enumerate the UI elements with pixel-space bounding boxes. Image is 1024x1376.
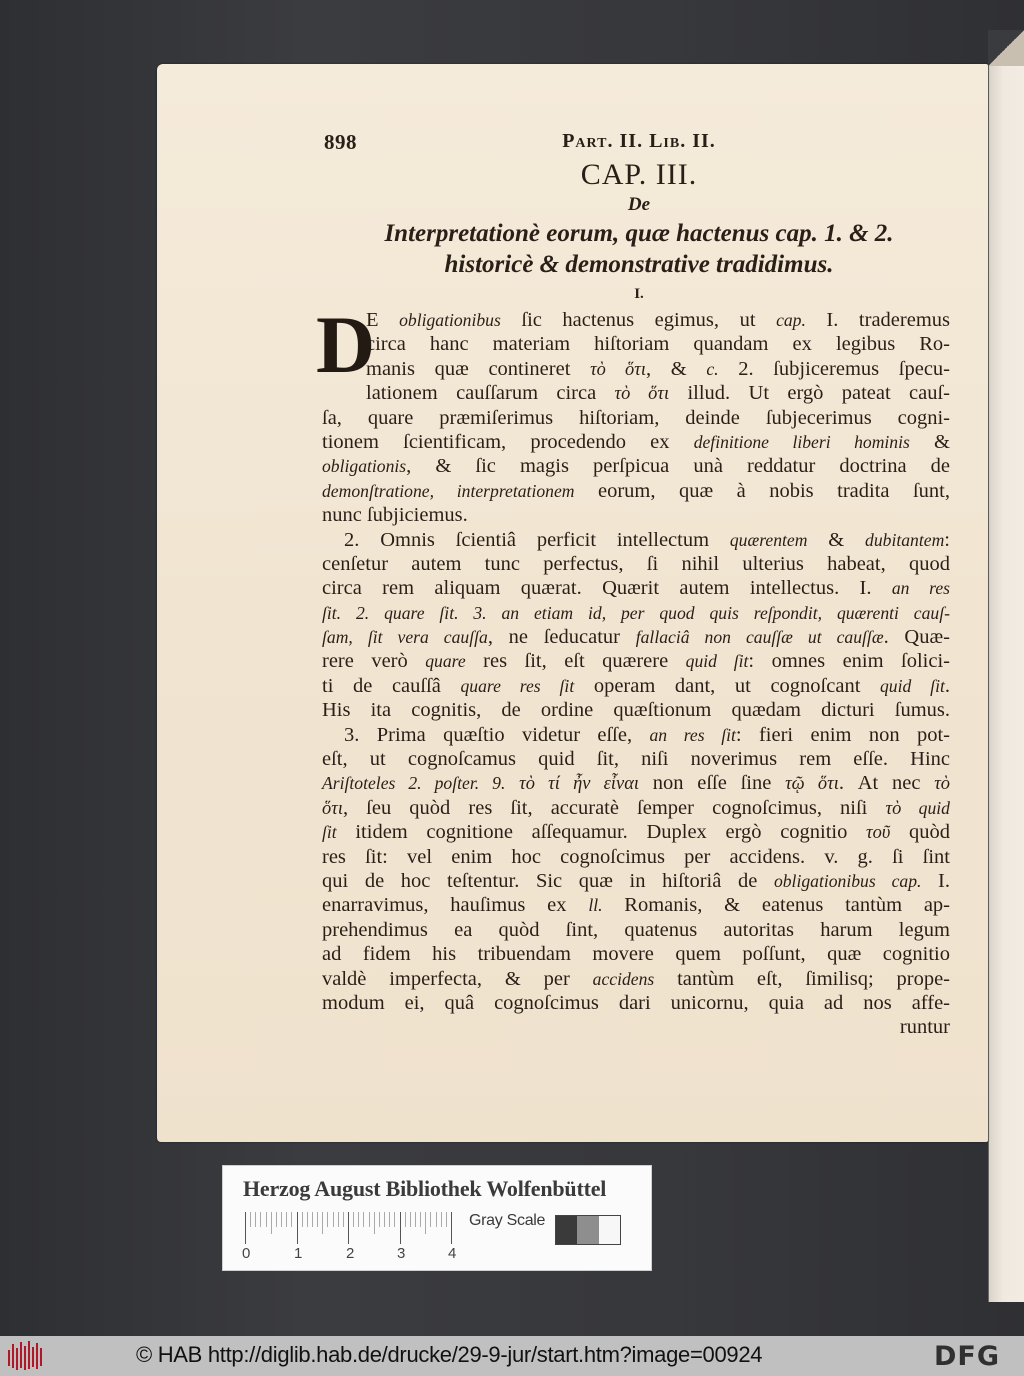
italic-text: accidens xyxy=(592,968,655,989)
ruler-tick xyxy=(250,1212,251,1227)
text-line xyxy=(322,576,950,600)
roman-text: operam dant, ut cognoſcant xyxy=(574,674,880,697)
roman-text: , ſeu quòd res ſit, accuratè ſemper cognoſcimus, niſi xyxy=(342,796,886,819)
ruler-tick xyxy=(286,1212,287,1227)
greek-text: ὅτι xyxy=(322,797,343,818)
italic-text: demonſtratione, interpretationem xyxy=(322,480,575,501)
text-line xyxy=(322,503,950,527)
roman-text: E xyxy=(366,309,400,331)
ruler-tick xyxy=(389,1212,390,1227)
roman-text: ad fidem his tribuendam movere quem poſſunt, quæ cognitio xyxy=(322,943,950,966)
ruler-tick xyxy=(312,1212,313,1227)
roman-text: , & xyxy=(645,357,707,380)
roman-text: : xyxy=(944,528,950,551)
roman-text: I. xyxy=(921,869,950,892)
italic-text: obligationis xyxy=(322,456,407,477)
ruler-tick xyxy=(338,1212,339,1227)
ruler-tick xyxy=(327,1212,328,1227)
text-line xyxy=(322,845,950,869)
ruler-tick xyxy=(410,1212,411,1227)
ruler-tick xyxy=(420,1212,421,1227)
section-number: I. xyxy=(634,286,644,302)
text-line xyxy=(322,332,950,356)
italic-text: fallaciâ non cauſſæ ut cauſſæ xyxy=(635,627,884,648)
roman-text: non eſſe ſine xyxy=(639,772,786,795)
text-line xyxy=(322,698,950,722)
text-line xyxy=(322,601,950,625)
roman-text: cenſetur autem tunc perfectus, ſi nihil ulterius habeat, quod xyxy=(322,552,950,575)
roman-text: res ſit, eſt quærere xyxy=(465,650,686,673)
ruler-tick xyxy=(271,1212,272,1234)
drop-cap: D xyxy=(316,299,376,390)
roman-text: . At nec xyxy=(838,772,935,795)
italic-text: c. xyxy=(706,358,719,379)
italic-text: ll. xyxy=(588,895,603,916)
roman-text: : omnes enim ſolici- xyxy=(748,650,950,673)
greek-text: τοῦ xyxy=(866,822,891,843)
roman-text: circa hanc materiam hiſtoriam quandam ex legibus Ro- xyxy=(366,333,950,356)
roman-text: ti de cauſſâ xyxy=(322,674,461,697)
greek-text: τὸ xyxy=(934,773,951,794)
facing-page-corner xyxy=(988,30,1024,66)
chapter-subtitle-de: De xyxy=(627,194,651,215)
ruler-tick xyxy=(281,1212,282,1227)
ruler-tick xyxy=(276,1212,277,1227)
roman-text: ſa, quare præmiſerimus hiſtoriam, deinde ſubjecerimus cogni- xyxy=(322,406,950,429)
roman-text: res ſit: vel enim hoc cognoſcimus per accidens. v. g. ſi ſint xyxy=(322,845,950,868)
ruler-tick xyxy=(415,1212,416,1227)
ruler-tick xyxy=(266,1212,267,1227)
ruler-tick xyxy=(374,1212,375,1234)
italic-text: quid xyxy=(901,797,950,818)
text-line xyxy=(322,893,950,917)
roman-text: 2. ſubjiceremus ſpecu- xyxy=(718,357,950,380)
roman-text: ſic hactenus egimus, ut xyxy=(500,309,777,331)
chapter-subtitle xyxy=(324,218,954,280)
ruler-tick xyxy=(394,1212,395,1227)
ruler-label: 1 xyxy=(294,1245,303,1262)
ruler-tick xyxy=(353,1212,354,1227)
italic-text: quare xyxy=(425,651,466,672)
ruler-label: 3 xyxy=(397,1245,406,1262)
text-line xyxy=(322,796,950,820)
text-line xyxy=(322,528,950,552)
ruler-tick xyxy=(260,1212,261,1227)
ruler-tick xyxy=(369,1212,370,1227)
text-line xyxy=(322,967,950,991)
text-line xyxy=(322,869,950,893)
text-line xyxy=(322,430,950,454)
italic-text: ſit xyxy=(322,822,337,843)
roman-text: illud. Ut ergò pateat cauſ- xyxy=(669,382,950,405)
italic-text: quid ſit xyxy=(685,651,749,672)
roman-text: runtur xyxy=(899,1016,950,1039)
text-line xyxy=(322,454,950,478)
roman-text: circa rem aliquam quærat. Quærit autem intellectus. I. xyxy=(322,577,892,600)
ruler-tick xyxy=(384,1212,385,1227)
ruler-label: 4 xyxy=(448,1245,457,1262)
text-line xyxy=(322,674,950,698)
roman-text: tantùm eſt, ſimilisq; prope- xyxy=(654,967,951,990)
italic-text: Ariſtoteles 2. poſter. 9. xyxy=(322,773,506,794)
ruler-tick xyxy=(255,1212,256,1227)
roman-text: & xyxy=(807,528,866,551)
ruler-tick xyxy=(348,1212,349,1244)
roman-text: : fieri enim non pot- xyxy=(735,723,950,746)
roman-text: eſt, ut cognoſcamus quid ſit, niſi noverimus rem eſſe. Hinc xyxy=(322,748,950,771)
roman-text: qui de hoc teſtentur. Sic quæ in hiſtoriâ de xyxy=(322,869,774,892)
ruler-tick xyxy=(343,1212,344,1227)
italic-text: ſit. 2. quare ſit. 3. an etiam id, per quod quis reſpondit, quærenti cauſ- xyxy=(322,602,950,623)
subtitle-line: Interpretationè eorum, quæ hactenus cap. 1. & 2. xyxy=(384,220,894,247)
ruler-tick xyxy=(307,1212,308,1227)
greek-text: τὸ ὅτι xyxy=(614,383,670,404)
roman-text: itidem cognitione aſſequamur. Duplex ergò cognitio xyxy=(336,821,867,844)
ruler-tick xyxy=(400,1212,401,1244)
greek-text: τὸ τί ἦν εἶναι xyxy=(519,773,640,794)
copyright-link[interactable]: © HAB http://diglib.hab.de/drucke/29-9-jur/start.htm?image=00924 xyxy=(136,1342,763,1367)
chapter-heading: CAP. III. xyxy=(580,158,698,191)
italic-text: an res xyxy=(891,578,950,599)
part-lib-heading: Part. II. Lib. II. xyxy=(562,130,716,152)
italic-text: cap. xyxy=(776,310,806,330)
ruler-tick xyxy=(302,1212,303,1227)
text-line xyxy=(322,479,950,503)
italic-text: an res ſit xyxy=(649,724,736,745)
ruler-tick xyxy=(446,1212,447,1227)
ruler-tick xyxy=(379,1212,380,1227)
body-text xyxy=(316,299,951,1040)
italic-text: dubitantem xyxy=(865,529,945,550)
text-line xyxy=(322,820,950,844)
roman-text: Romanis, & eatenus tantùm ap- xyxy=(602,894,950,917)
roman-text: rere verò xyxy=(322,650,426,673)
text-line xyxy=(322,649,950,673)
roman-text: His ita cognitis, de ordine quæſtionum quædam dicturi ſumus. xyxy=(322,699,950,722)
ruler-tick xyxy=(358,1212,359,1227)
page-number: 898 xyxy=(324,130,357,154)
italic-text: quærentem xyxy=(729,529,808,550)
subtitle-line: historicè & demonstrative tradidimus. xyxy=(444,251,834,278)
ruler-tick xyxy=(291,1212,292,1227)
roman-text: modum ei, quâ cognoſcimus dari unicornu, quia ad nos affe- xyxy=(322,991,950,1014)
ruler-tick xyxy=(363,1212,364,1227)
text-line xyxy=(322,308,950,332)
roman-text: manis quæ contineret xyxy=(366,357,591,380)
text-line xyxy=(322,942,950,966)
roman-text: quòd xyxy=(890,821,950,844)
gray-swatch xyxy=(556,1216,577,1244)
gray-scale-swatches xyxy=(555,1215,621,1245)
text-line xyxy=(322,771,950,795)
ruler-tick xyxy=(317,1212,318,1227)
text-line xyxy=(322,918,950,942)
text-line xyxy=(322,406,950,430)
italic-text: quid ſit xyxy=(880,675,945,696)
hab-logo-icon[interactable] xyxy=(6,1340,46,1372)
ruler-tick xyxy=(245,1212,246,1244)
roman-text: 2. Omnis ſcientiâ perficit intellectum xyxy=(344,528,730,551)
hab-card-title: Herzog August Bibliothek Wolfenbüttel xyxy=(243,1176,607,1201)
roman-text: valdè imperfecta, & per xyxy=(322,967,593,990)
text-line xyxy=(322,991,950,1015)
dfg-logo[interactable]: DFG xyxy=(934,1341,1001,1372)
ruler-tick xyxy=(333,1212,334,1227)
gray-swatch xyxy=(577,1216,598,1244)
hab-color-card xyxy=(222,1165,652,1271)
italic-text: ſam, ſit vera cauſſa xyxy=(322,627,488,648)
text-line xyxy=(322,1015,950,1039)
italic-text: obligationibus cap. xyxy=(773,870,922,891)
text-line xyxy=(322,625,950,649)
ruler-tick xyxy=(405,1212,406,1227)
ruler-tick xyxy=(451,1212,452,1244)
facing-page-edge xyxy=(988,66,1024,1302)
italic-text: quare res ſit xyxy=(460,675,575,696)
ruler-tick xyxy=(322,1212,323,1234)
ruler-tick xyxy=(430,1212,431,1227)
text-line xyxy=(322,552,950,576)
roman-text: . xyxy=(944,674,950,697)
roman-text: I. traderemus xyxy=(805,309,950,331)
roman-text: nunc ſubjiciemus. xyxy=(322,504,468,527)
ruler-tick xyxy=(425,1212,426,1234)
gray-scale-label: Gray Scale xyxy=(469,1212,546,1229)
roman-text: lationem cauſſarum circa xyxy=(366,382,615,405)
greek-text: τὸ ὅτι xyxy=(590,358,646,379)
ruler-scale xyxy=(245,1212,455,1248)
ruler-tick xyxy=(297,1212,298,1244)
italic-text: definitione liberi hominis xyxy=(693,431,910,452)
roman-text xyxy=(505,772,519,794)
gray-swatch xyxy=(599,1216,620,1244)
text-line xyxy=(322,357,950,381)
roman-text: & xyxy=(909,430,950,453)
running-head xyxy=(324,130,954,158)
roman-text: eorum, quæ à nobis tradita ſunt, xyxy=(574,479,950,502)
roman-text: . Quæ- xyxy=(883,626,950,649)
roman-text: , & ſic magis perſpicua unà reddatur doctrina de xyxy=(406,455,950,478)
ruler-label: 2 xyxy=(346,1245,355,1262)
italic-text: obligationibus xyxy=(399,310,501,330)
ruler-label: 0 xyxy=(242,1245,251,1262)
roman-text: prehendimus ea quòd ſint, quatenus autoritas harum legum xyxy=(322,918,950,941)
footer-bar xyxy=(0,1336,1024,1376)
greek-text: τῷ ὅτι xyxy=(785,773,839,794)
roman-text: enarravimus, hauſimus ex xyxy=(322,894,589,917)
ruler-tick xyxy=(441,1212,442,1227)
roman-text: 3. Prima quæſtio videtur eſſe, xyxy=(344,723,650,746)
text-line xyxy=(322,723,950,747)
roman-text: , ne ſeducatur xyxy=(487,626,636,649)
greek-text: τὸ xyxy=(885,797,902,818)
ruler-tick xyxy=(436,1212,437,1227)
roman-text: tionem ſcientificam, procedendo ex xyxy=(322,430,694,453)
text-line xyxy=(322,747,950,771)
text-line xyxy=(322,381,950,405)
